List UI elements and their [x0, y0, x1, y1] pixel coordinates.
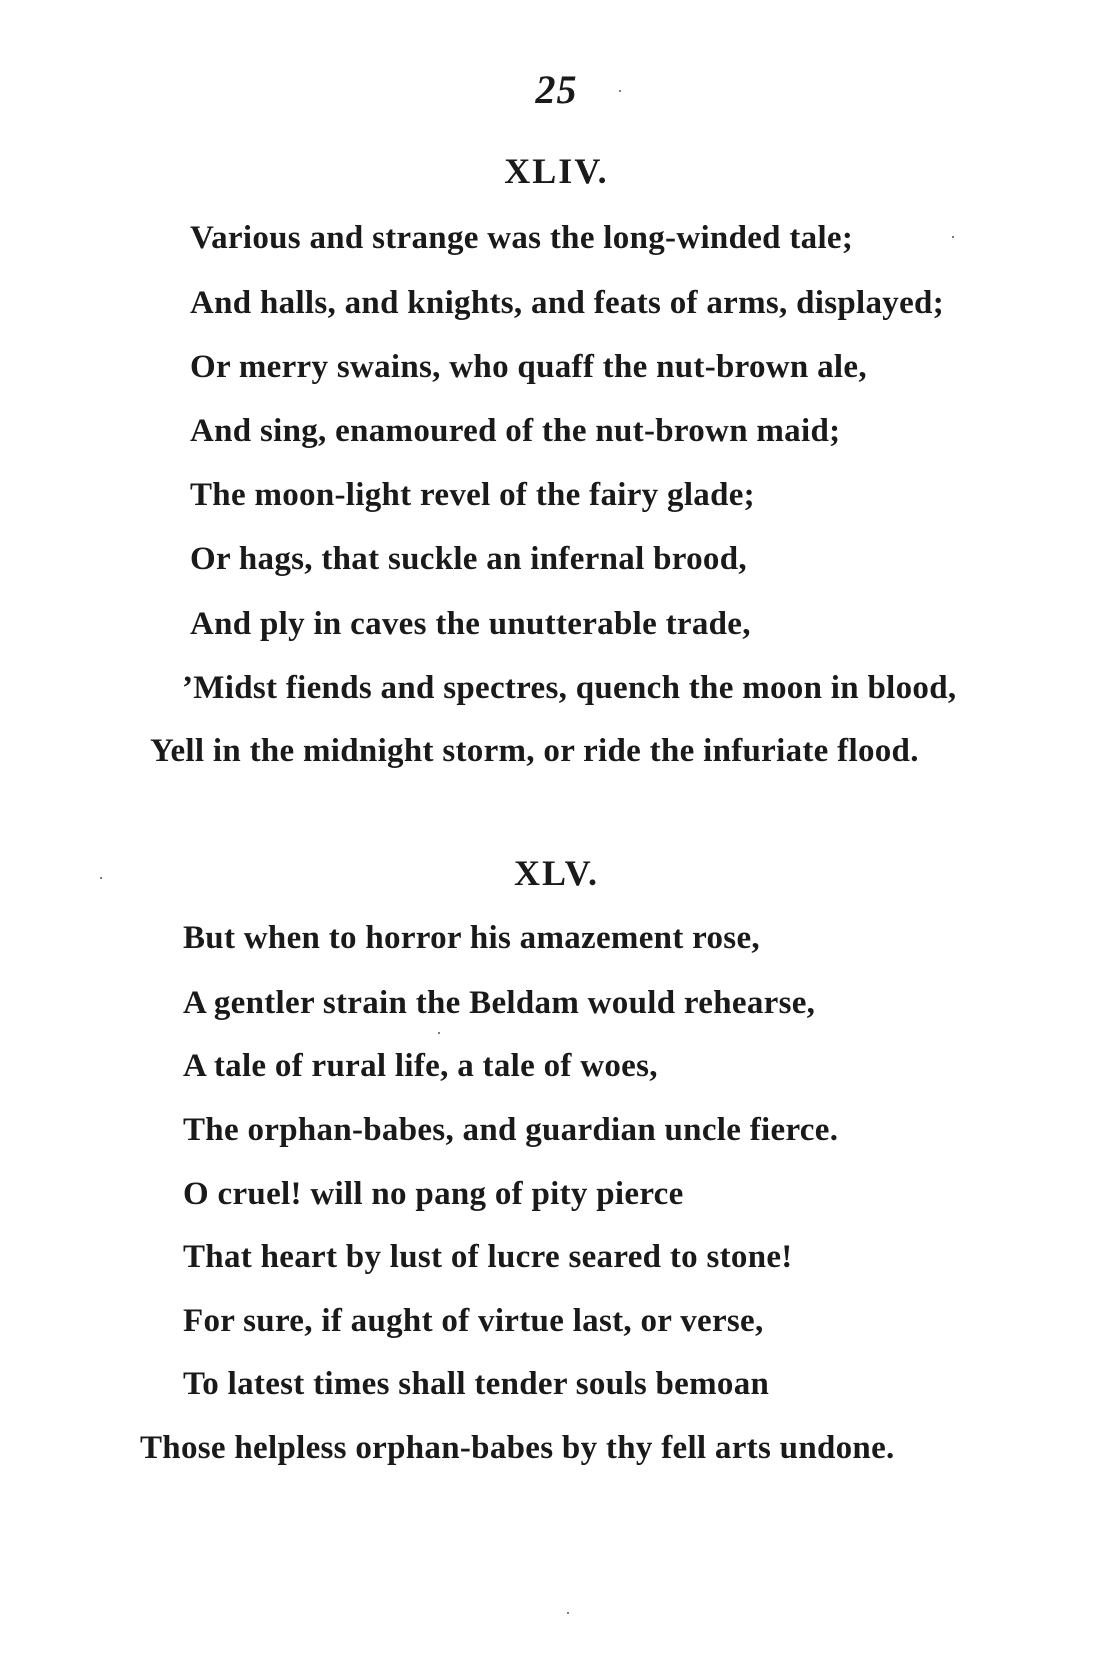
- verse-line: Or merry swains, who quaff the nut-brown ale,: [190, 349, 867, 385]
- verse-line: Various and strange was the long-winded tale;: [190, 220, 854, 256]
- verse-line: That heart by lust of lucre seared to stone!: [183, 1239, 793, 1275]
- scan-speck: [952, 236, 954, 238]
- verse-line: The moon-light revel of the fairy glade;: [190, 477, 755, 513]
- verse-line: And sing, enamoured of the nut-brown maid;: [190, 413, 841, 449]
- verse-line: Those helpless orphan-babes by thy fell arts undone.: [140, 1430, 895, 1466]
- verse-line: The orphan-babes, and guardian uncle fierce.: [183, 1112, 839, 1148]
- verse-line: Yell in the midnight storm, or ride the infuriate flood.: [150, 733, 919, 769]
- verse-line: But when to horror his amazement rose,: [183, 920, 760, 956]
- verse-line: ’Midst fiends and spectres, quench the moon in blood,: [182, 670, 957, 706]
- verse-line: To latest times shall tender souls bemoan: [183, 1366, 770, 1402]
- scan-speck: [100, 877, 102, 879]
- verse-line: A gentler strain the Beldam would rehearse,: [183, 985, 816, 1021]
- scan-speck: [567, 1612, 569, 1614]
- page-number: 25: [535, 67, 578, 112]
- stanza-numeral: XLIV.: [504, 151, 609, 191]
- verse-line: O cruel! will no pang of pity pierce: [183, 1176, 684, 1212]
- scan-speck: [438, 1032, 440, 1034]
- stanza-numeral: XLV.: [513, 853, 600, 893]
- verse-line: And halls, and knights, and feats of arms, displayed;: [190, 285, 945, 321]
- verse-line: Or hags, that suckle an infernal brood,: [190, 541, 747, 577]
- verse-line: A tale of rural life, a tale of woes,: [183, 1048, 658, 1084]
- scan-speck: [619, 90, 621, 92]
- verse-line: And ply in caves the unutterable trade,: [190, 606, 751, 642]
- verse-line: For sure, if aught of virtue last, or verse,: [183, 1303, 764, 1339]
